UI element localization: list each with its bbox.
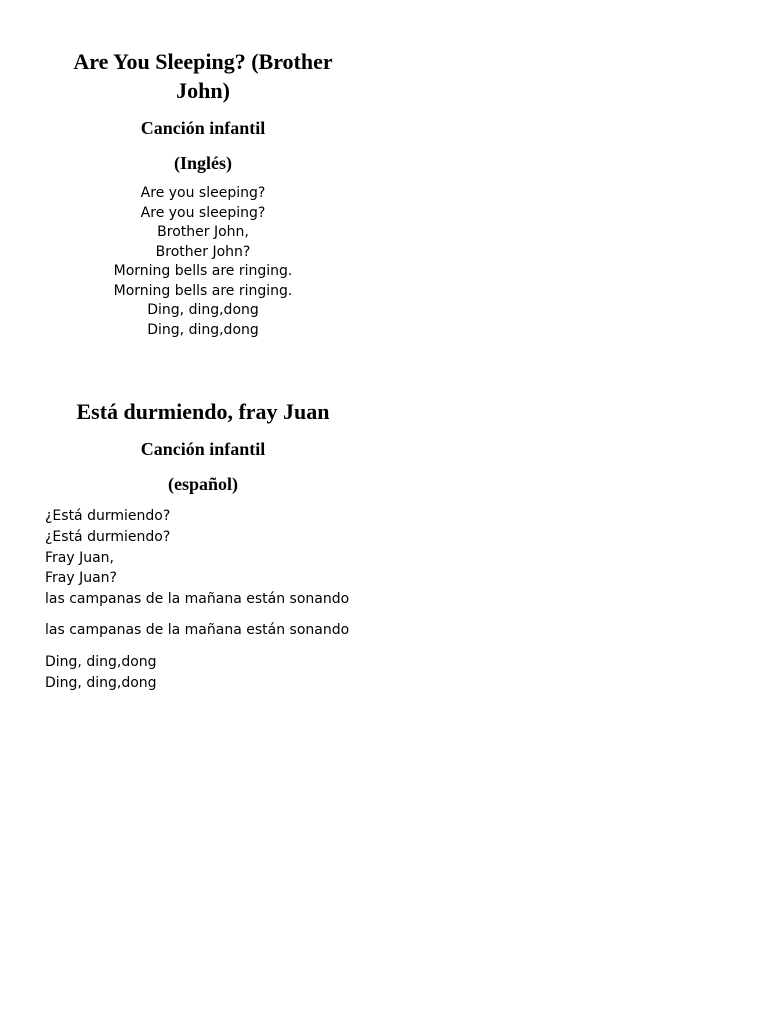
english-song-title: Are You Sleeping? (Brother John) — [73, 49, 333, 103]
spanish-song-title: Está durmiendo, fray Juan — [76, 399, 330, 424]
lyric-line: ¿Está durmiendo? — [45, 508, 171, 524]
english-lyrics — [45, 184, 361, 340]
spanish-song-subtitle: Canción infantil — [140, 439, 266, 459]
spanish-section — [45, 397, 361, 426]
lyric-line: las campanas de la mañana están sonando — [45, 591, 350, 608]
lyric-line: Morning bells are ringing. — [113, 263, 293, 279]
english-section — [45, 47, 361, 105]
lyric-line: Ding, ding,dong — [147, 302, 259, 318]
spanish-lyrics-b — [45, 621, 445, 641]
lyric-line: Are you sleeping? — [140, 185, 266, 201]
lyric-line: las campanas de la mañana están sonando — [45, 622, 350, 638]
lyric-line: Fray Juan? — [45, 570, 117, 587]
spanish-song-language: (español) — [167, 474, 238, 494]
lyric-line: Fray Juan, — [45, 549, 115, 566]
english-song-language: (Inglés) — [174, 153, 232, 173]
english-subtitle-wrap — [45, 117, 361, 139]
lyric-line: Ding, ding,dong — [45, 675, 157, 691]
lyric-line: Ding, ding,dong — [45, 654, 157, 670]
lyric-line: Ding, ding,dong — [147, 321, 259, 338]
lyric-line: Morning bells are ringing. — [113, 282, 293, 299]
english-song-subtitle: Canción infantil — [140, 118, 266, 138]
spanish-language-wrap — [45, 473, 361, 495]
lyric-line: ¿Está durmiendo? — [45, 528, 171, 545]
english-language-wrap — [45, 152, 361, 174]
spanish-subtitle-wrap — [45, 438, 361, 460]
lyric-line: Brother John, — [157, 224, 249, 240]
lyric-line: Brother John? — [155, 243, 251, 260]
lyric-line: Are you sleeping? — [140, 204, 266, 221]
spanish-lyrics-a — [45, 506, 445, 610]
spanish-lyrics-c — [45, 652, 445, 694]
